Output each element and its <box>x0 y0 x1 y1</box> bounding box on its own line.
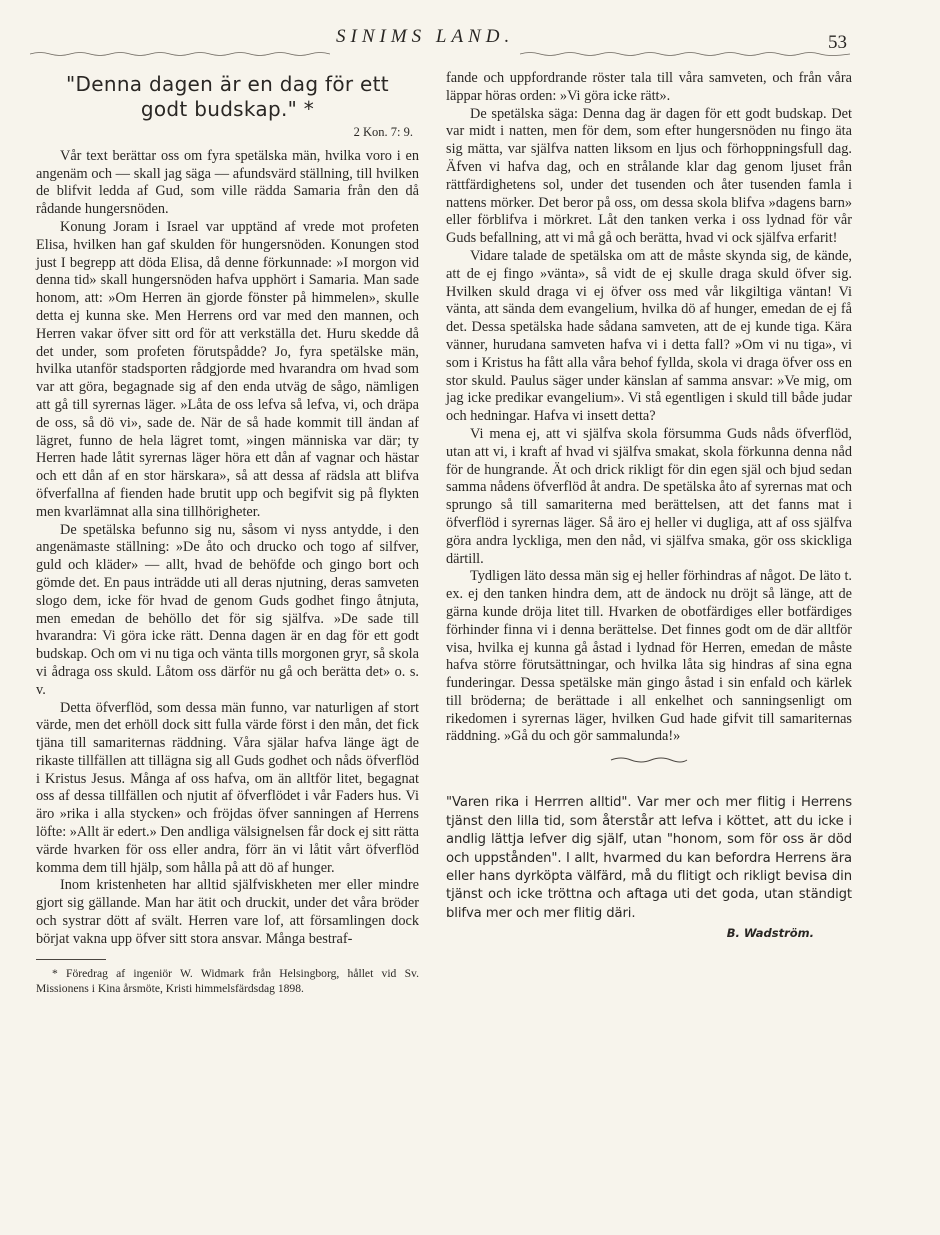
paragraph: De spetälska säga: Denna dag är dagen för ett godt budskap. Det var midt i natten, men för dem, som efter hungersnöden nu fingo äta sig mätta, var själfva natten liksom en ljus och förhoppningsfull dag. Äfven vi hafva dag, och en strålande klar dag genom ljuset från rättfärdighetens sol, under det tusenden och åter tusenden famla i nattens mörker. Det beror på oss, om dessa skola blifva »dagens barn» eller förblifva i mörkret. Låt den tanken verka i oss lydnad för vår Guds befallning, att vi må gå och berätta, hvad vi ock själfva erfarit! <box>446 105 852 247</box>
paragraph: Vår text berättar oss om fyra spetälska män, hvilka voro i en angenäm och — skall jag säga — afundsvärd ställning, till hvilken de blifvit ledda af Gud, som ville rädda Samaria från den då rådande hungersnöden. <box>36 147 419 218</box>
left-column <box>36 68 419 996</box>
article-title-line: godt budskap." * <box>140 97 315 121</box>
paragraph: Vi mena ej, att vi själfva skola försumma Guds nåds öfverflöd, utan att vi, i kraft af hvad vi själfva smakat, skola förkunna denna nåd för de hungrande. Ät och drick rikligt för din egen själ och bjud sedan samma nådens öfverflöd åt andra. De spetälska åto af syrernas mat och sprungo så till samariterna med berättelsen, att det fanns mat i öfverflöd i syrernas läger. Så äro ej heller vi dugliga, att af oss själfva göra andra lyckliga, men den nåd, vi själfva smaka, gör oss skickliga därtill. <box>446 425 852 567</box>
section-divider-ornament <box>609 754 689 764</box>
header-rule-right <box>520 50 850 58</box>
paragraph: Vidare talade de spetälska om att de måste skynda sig, de kände, att de ej fingo »vänta», så vidt de ej skulle draga skuld öfver sig. Hvilken skuld draga vi ej öfver oss med vår likgiltiga väntan! Vi vänta, att sända dem evangelium, hvilka dö af hunger, emedan de ej få det. Dessa spetälska hade sådana samveten, att de ej kunde tiga. Kära vänner, hurudana samveten hafva vi i detta fall? »Om vi nu tiga», vi som i Kristus ha fått alla våra behof fyllda, skola vi draga öfver oss en stor skuld. Paulus säger under känslan af samma ansvar: »Ve mig, om jag icke predikar evangelium». Vi stå egentligen i skuld till både judar och hedningar. Hafva vi insett detta? <box>446 247 852 425</box>
paragraph: fande och uppfordrande röster tala till våra samveten, och från våra läppar höras orden: »Vi göra icke rätt». <box>446 70 852 104</box>
page-number: 53 <box>828 32 847 53</box>
scripture-reference: 2 Kon. 7: 9. <box>353 125 413 139</box>
paragraph: Inom kristenheten har alltid själfviskheten mer eller mindre gjort sig gällande. Man har ätit och druckit, under det våra bröder och systrar dött af svält. Herren vare lof, att församlingen dock börjat vakna upp öfver sitt stora ansvar. Många bestraf- <box>36 877 419 947</box>
paragraph: Detta öfverflöd, som dessa män funno, var naturligen af stort värde, men det erhöll dock sitt fulla värde först i den mån, det fick tjäna till samariternas räddning. Våra själar hafva länge ägt de rikaste tillfällen att tillägna sig all Guds godhet och nåds öfverflöd i Kristus Jesus. Många af oss hafva, om än alltför litet, begagnat oss af dessa tillfällen och njutit af öfverflödet i vår Faders hus. Vi äro »rika i alla stycken» och fröjdas öfver sanningen af Herrens löfte: »Allt är edert.» Den andliga välsignelsen får dock ej sitt rätta värde hvarken för oss eller andra, förr än vi låtit vårt öfverflöd komma dem till hjälp, som hålla på att dö af hunger. <box>36 699 419 876</box>
header-rule-left <box>30 50 330 58</box>
article-title-line: "Denna dagen är en dag för ett <box>66 72 389 96</box>
footnote-divider <box>36 959 106 960</box>
paragraph: De spetälska befunno sig nu, såsom vi nyss antydde, i den angenämaste ställning: »De åto och drucko och togo af silfver, guld och kläder» — allt, hvad de behöfde och gingo bort och gömde det. En paus inträdde uti all deras njutning, deras samveten slogo dem, icke för hvad de genom Guds godhet fingo åtnjuta, men emedan de behöllo det för sig själfva. »De sade till hvarandra: Vi göra icke rätt. Denna dagen är en dag för ett godt budskap. Och om vi nu tiga och vänta tills morgonen gryr, så skola vi ådraga oss skuld. Låtom oss därför nu gå och berätta det» o. s. v. <box>36 521 419 698</box>
running-title: SINIMS LAND. <box>336 26 515 47</box>
article-title <box>36 72 419 122</box>
quote-author: B. Wadström. <box>726 926 814 941</box>
paragraph: Tydligen läto dessa män sig ej heller förhindras af något. De läto t. ex. ej den tanken hindra dem, att de ändock nu dröjt så länge, att de gärna kunde dröja litet till. Hvarken de obotfärdiges eller botfärdiges förhinder finna vi i denna berättelse. Det finnes godt om de där alltför visa, hvilka ej kunna gå åstad i lydnad för Herren, emedan de måste hafva större förutsättningar, och hvilka låta sig hindras af sina egna funderingar. Dessa spetälske män gingo åstad i sin enfald och kärlek till bröderna; de berättade i all enkelhet och sanningsenligt om rikedomen i syrernas läger, hvilken Gud hade gifvit till samariternas räddning. »Gå du och gör sammalunda!» <box>446 568 852 745</box>
right-column <box>446 70 852 943</box>
closing-quote: "Varen rika i Herrren alltid". Var mer och mer flitig i Herrens tjänst den lilla tid, som återstår att lefva i köttet, att du icke i andlig lättja lefver dig själf, utan "honom, som för oss är död och uppstånden". I allt, hvarmed du kan befordra Herrens ära eller hans dyrköpta välfärd, må du flitigt och rikligt bevisa din tjänst och icke tröttna och aftaga uti det goda, utan ständigt blifva mer och mer flitig däri. <box>446 795 852 921</box>
footnote: * Föredrag af ingeniör W. Widmark från Helsingborg, hållet vid Sv. Missionens i Kina årsmöte, Kristi himmelsfärdsdag 1898. <box>36 966 419 995</box>
page-header <box>0 22 940 62</box>
paragraph: Konung Joram i Israel var upptänd af vrede mot profeten Elisa, hvilken han gaf skulden för hungersnöden. Konungen stod just I begrepp att döda Elisa, då denne förkunnade: »I morgon vid denna tid» skall hungersnöden hafva upphört i Samaria. Man sade honom, att: »Om Herren än gjorde fönster på himmelen», skulle detta ej kunna ske. Men Herrens ord var med den mannen, och Herren vakar öfver sitt ord för att verkställa det. Huru skedde då det under, som profeten förutspådde? Jo, fyra spetälske män, hvilka utanför stadsporten rådgjorde med hvarandra om hvad som var att göra, begagnade sig af den enda utväg de sågo, nämligen att gå till syrernas läger. »Låta de oss lefva så lefva, vi, och dräpa de oss, så dö vi», sade de. När de så hade kommit till ändan af lägret, funno de hela lägret tomt, »ingen människa var där; ty Herren hade låtit syrernas läger höra ett dån af vagnar och hästar och ett dån af en stor härskara», så att dessa af rädsla att blifva öfverfallna af fienden hade brutit upp och begifvit sig på flykten men kvarlämnat alla sina tillhörigheter. <box>36 218 419 520</box>
